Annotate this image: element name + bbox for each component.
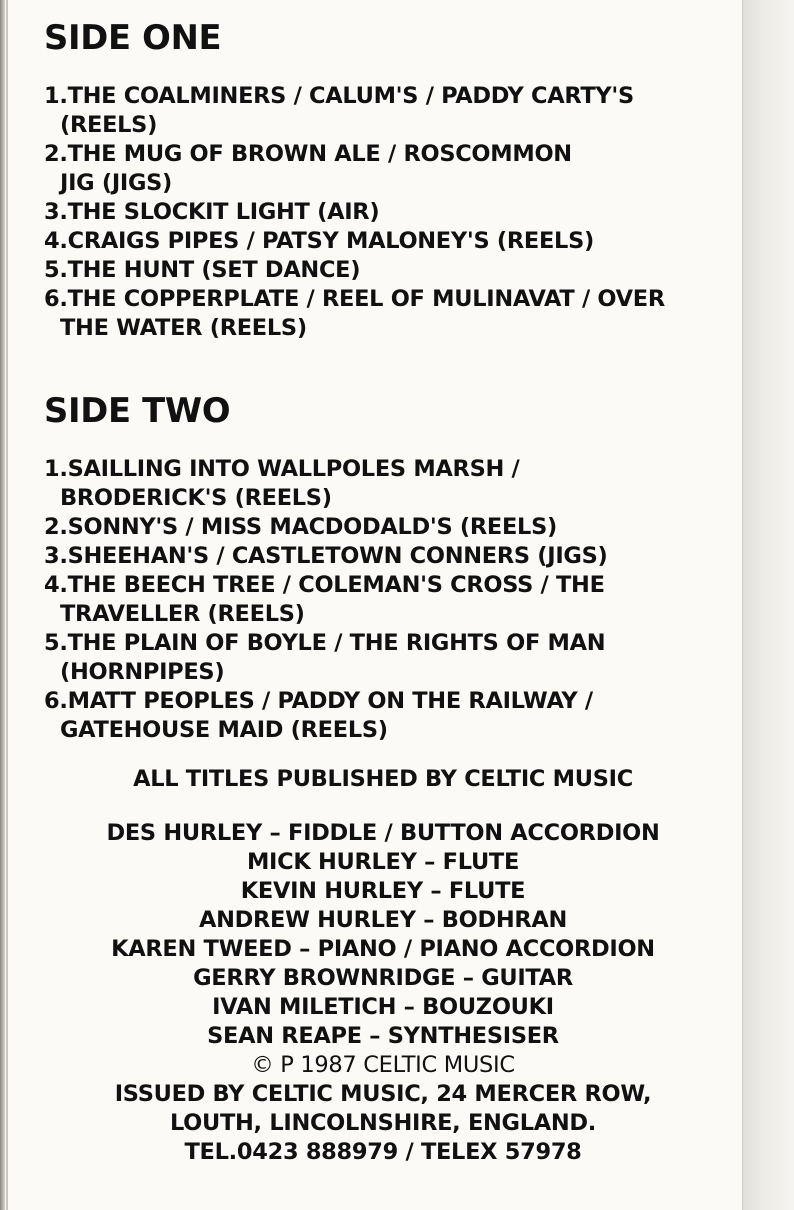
address-line: ISSUED BY CELTIC MUSIC, 24 MERCER ROW, xyxy=(114,1081,652,1107)
left-edge-shadow xyxy=(0,0,5,1210)
side-one-heading: SIDE ONE xyxy=(44,18,222,57)
track-item xyxy=(44,513,734,542)
track-title-continued: THE WATER (REELS) xyxy=(60,315,307,341)
credit-line: IVAN MILETICH – BOUZOUKI xyxy=(212,994,554,1020)
track-title: 4.CRAIGS PIPES / PATSY MALONEY'S (REELS) xyxy=(44,228,594,254)
track-item xyxy=(44,198,734,227)
copyright-notice: © P 1987 CELTIC MUSIC xyxy=(251,1052,515,1078)
track-title-continued: BRODERICK'S (REELS) xyxy=(60,485,332,511)
track-title: 5.THE HUNT (SET DANCE) xyxy=(44,257,361,283)
credit-line: DES HURLEY – FIDDLE / BUTTON ACCORDION xyxy=(106,820,660,846)
track-title-continued: TRAVELLER (REELS) xyxy=(60,601,305,627)
track-title: 6.THE COPPERPLATE / REEL OF MULINAVAT / OVER xyxy=(44,286,665,312)
side-two-track-list xyxy=(44,455,734,745)
credit-line: KEVIN HURLEY – FLUTE xyxy=(240,878,526,904)
track-title: 3.THE SLOCKIT LIGHT (AIR) xyxy=(44,199,380,225)
credit-line: MICK HURLEY – FLUTE xyxy=(246,849,520,875)
side-two-heading: SIDE TWO xyxy=(44,391,231,430)
musician-credits xyxy=(38,819,728,1051)
track-item xyxy=(44,285,734,343)
track-title: 6.MATT PEOPLES / PADDY ON THE RAILWAY / xyxy=(44,688,593,714)
track-title: 5.THE PLAIN OF BOYLE / THE RIGHTS OF MAN xyxy=(44,630,606,656)
side-two-section xyxy=(44,391,734,745)
track-title-continued: (HORNPIPES) xyxy=(60,659,225,685)
track-item xyxy=(44,82,734,140)
track-item xyxy=(44,687,734,745)
side-one-section xyxy=(44,18,734,343)
track-item xyxy=(44,256,734,285)
track-title-continued: (REELS) xyxy=(60,112,158,138)
track-title: 2.SONNY'S / MISS MACDODALD'S (REELS) xyxy=(44,514,557,540)
track-title: 2.THE MUG OF BROWN ALE / ROSCOMMON xyxy=(44,141,572,167)
track-title-continued: JIG (JIGS) xyxy=(60,170,173,196)
credit-line: ANDREW HURLEY – BODHRAN xyxy=(198,907,568,933)
track-title: 3.SHEEHAN'S / CASTLETOWN CONNERS (JIGS) xyxy=(44,543,608,569)
track-item xyxy=(44,140,734,198)
footer-block xyxy=(38,763,728,1167)
issuer-address xyxy=(38,1080,728,1167)
card-fold-shadow xyxy=(742,0,794,1210)
track-title: 1.SAILLING INTO WALLPOLES MARSH / xyxy=(44,456,520,482)
track-item xyxy=(44,455,734,513)
track-item xyxy=(44,227,734,256)
address-line: LOUTH, LINCOLNSHIRE, ENGLAND. xyxy=(169,1110,597,1136)
credit-line: KAREN TWEED – PIANO / PIANO ACCORDION xyxy=(111,936,655,962)
track-listing xyxy=(44,18,734,1167)
side-one-track-list xyxy=(44,82,734,343)
track-title: 4.THE BEECH TREE / COLEMAN'S CROSS / THE xyxy=(44,572,605,598)
publisher-note: ALL TITLES PUBLISHED BY CELTIC MUSIC xyxy=(133,766,633,792)
credit-line: SEAN REAPE – SYNTHESISER xyxy=(207,1023,559,1049)
track-item xyxy=(44,542,734,571)
address-line: TEL.0423 888979 / TELEX 57978 xyxy=(184,1139,582,1165)
credit-line: GERRY BROWNRIDGE – GUITAR xyxy=(193,965,573,991)
track-item xyxy=(44,629,734,687)
track-title-continued: GATEHOUSE MAID (REELS) xyxy=(60,717,388,743)
track-title: 1.THE COALMINERS / CALUM'S / PADDY CARTY'S xyxy=(44,83,634,109)
track-item xyxy=(44,571,734,629)
